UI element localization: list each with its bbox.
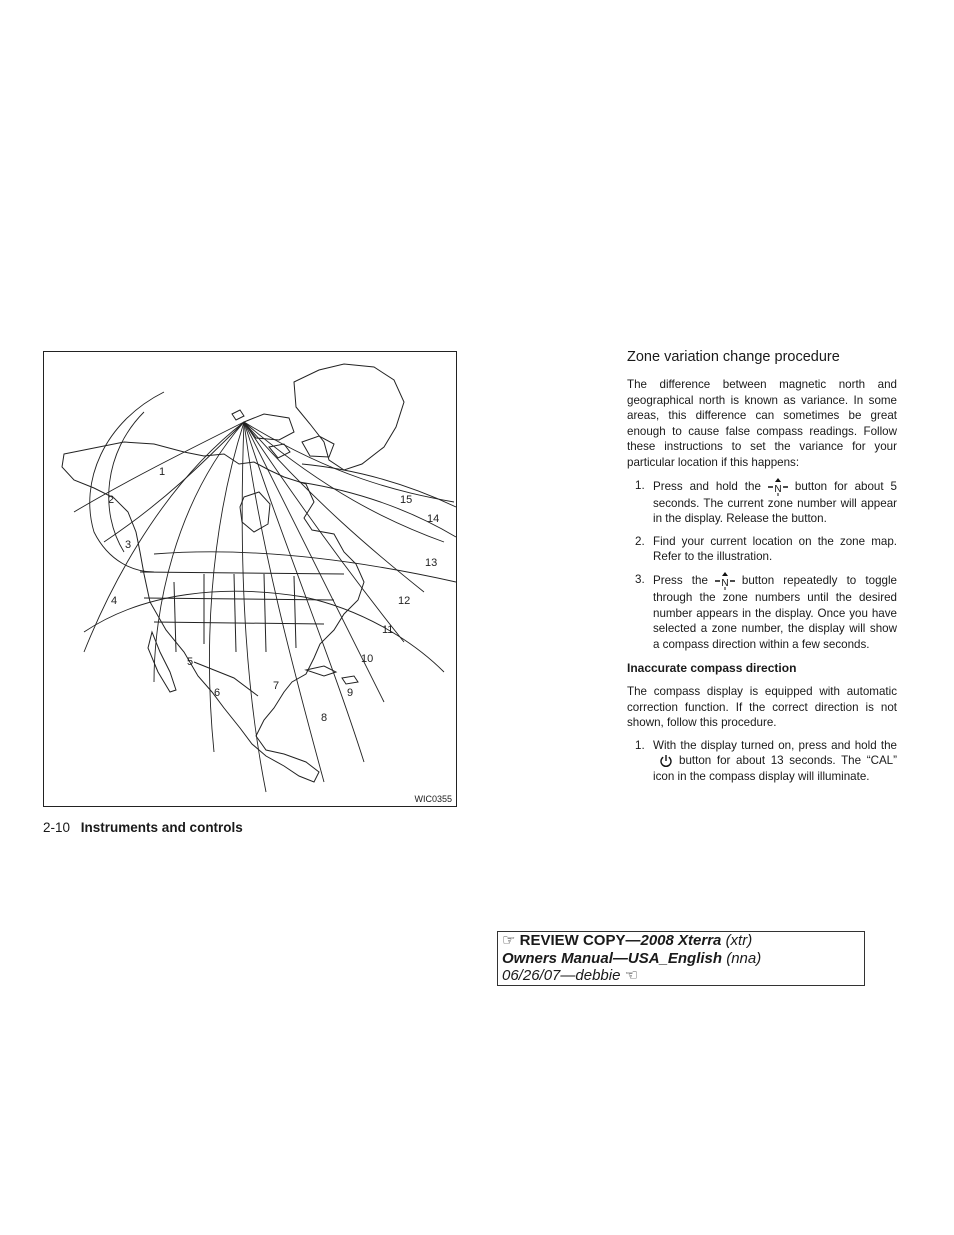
step-number: 2.: [635, 534, 645, 548]
zone-label: 8: [321, 712, 328, 724]
subheading: Inaccurate compass direction: [627, 661, 797, 676]
zone-map-illustration: [44, 352, 456, 806]
manual-code: (nna): [726, 949, 762, 967]
step-text: button for about 13 seconds. The “CAL” icon in the compass display will illuminate.: [653, 754, 897, 783]
page-number: 2-10: [43, 820, 71, 835]
step-item: [627, 534, 897, 565]
zone-label: 6: [214, 687, 221, 699]
procedure-steps: [627, 478, 897, 653]
review-line-2: [502, 950, 860, 968]
zone-label: 14: [427, 513, 440, 525]
compass-n-icon: [714, 572, 736, 590]
step-number: 3.: [635, 572, 645, 586]
power-icon: [659, 754, 673, 768]
zone-label: 5: [187, 656, 194, 668]
pointing-hand-icon: ☞: [502, 932, 516, 949]
correction-paragraph: The compass display is equipped with automatic correction function. If the correct direction is not shown, follow this procedure.: [627, 684, 897, 730]
figure-code: WIC0355: [414, 794, 452, 804]
compass-n-icon: [767, 478, 789, 496]
zone-label: 13: [425, 557, 438, 569]
section-title: Instruments and controls: [80, 820, 243, 835]
step-item: [627, 478, 897, 527]
zone-label: 10: [361, 653, 374, 665]
step-number: 1.: [635, 738, 645, 752]
review-copy-box: [497, 931, 865, 986]
model-name: 2008 Xterra: [640, 932, 722, 949]
zone-label: 9: [347, 687, 354, 699]
step-text: Press and hold the: [653, 479, 761, 493]
model-code: (xtr): [725, 932, 753, 949]
zone-label: 2: [108, 494, 115, 506]
review-line-1: [502, 932, 860, 950]
text-column: [627, 348, 897, 791]
step-text: button for about 5 seconds. The current zone number will appear in the display. Release the button.: [653, 479, 897, 526]
step-item: [627, 572, 897, 652]
zone-label: 11: [382, 624, 394, 636]
review-label: REVIEW COPY—: [519, 932, 641, 949]
calibration-steps: [627, 738, 897, 785]
zone-label: 1: [159, 466, 166, 478]
zone-label: 15: [400, 494, 413, 506]
step-item: [627, 738, 897, 785]
pointing-hand-left-icon: ☜: [624, 967, 639, 984]
step-text: Find your current location on the zone map. Refer to the illustration.: [653, 534, 897, 564]
step-number: 1.: [635, 478, 645, 492]
page-footer: [43, 820, 243, 835]
step-text: Press the: [653, 574, 708, 587]
zone-label: 12: [398, 595, 411, 607]
svg-text:N: N: [721, 577, 729, 589]
zone-label: 4: [111, 595, 118, 607]
zone-map-figure: [43, 351, 457, 807]
section-heading: Zone variation change procedure: [627, 349, 840, 365]
review-line-3: [502, 967, 860, 985]
zone-label: 3: [125, 539, 132, 551]
zone-label: 7: [273, 680, 280, 692]
step-text: With the display turned on, press and hold the: [653, 738, 897, 752]
svg-text:N: N: [774, 483, 782, 495]
manual-name: Owners Manual—USA_English: [502, 949, 723, 967]
intro-paragraph: The difference between magnetic north and geographical north is known as variance. In some areas, this difference can sometimes be great enough to cause false compass readings. Follow these instructions to set the variance for your particular location if this happens:: [627, 378, 897, 469]
review-date: 06/26/07—debbie: [502, 967, 621, 984]
step-text: button repeatedly to toggle through the zone numbers until the desired number appears in the display. Once you have selected a zone number, the display will show a compass direction within a few seconds.: [653, 574, 897, 651]
